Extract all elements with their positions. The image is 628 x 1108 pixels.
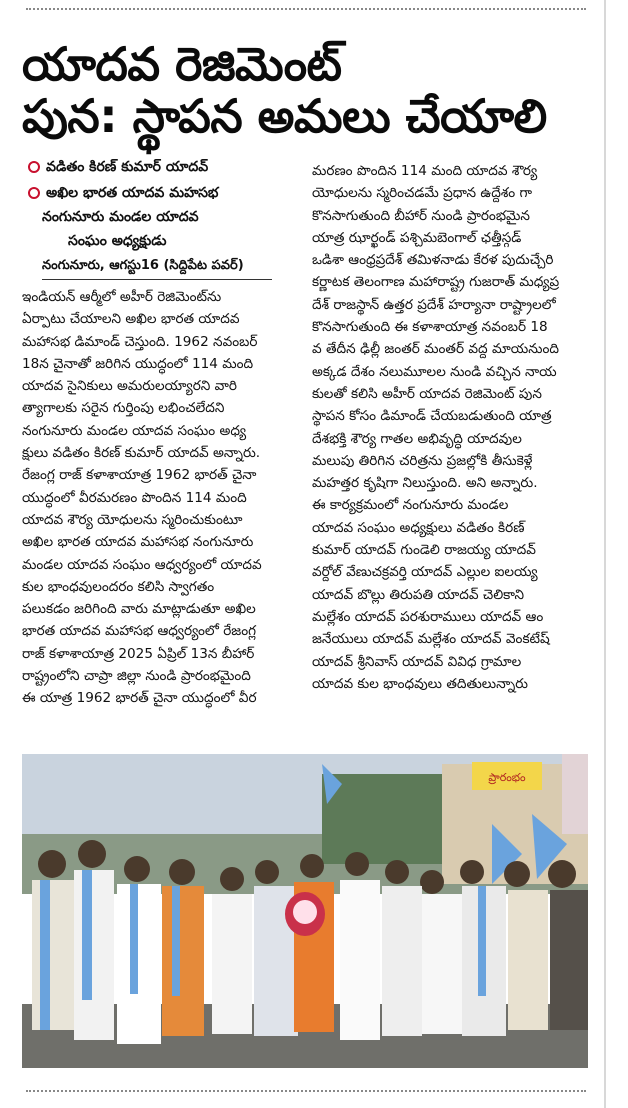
banner-text: ప్రారంభం: [488, 771, 526, 784]
article-line: ఈ యాత్ర 1962 భారత్ చైనా యుద్ధంలో వీర: [22, 690, 257, 707]
article-line: కొనసాగుతుంది బీహార్ నుండి ప్రారంభమైన: [312, 207, 530, 224]
subhead-bullet-1: [28, 156, 208, 178]
article-left-column: [22, 286, 294, 710]
article-line: యాత్ర ఝార్ఖండ్ పశ్చిమబెంగాల్ ఛత్తీస్గడ్: [312, 229, 522, 246]
article-line: అక్కడ దేశం నలుమూలల నుండి వచ్చిన నాయ: [312, 363, 557, 380]
article-line: ఏర్పాటు చేయాలని అఖిల భారత యాదవ: [22, 311, 240, 328]
article-line: దేశ్ రాజస్థాన్ ఉత్తర ప్రదేశ్ హర్యానా రాష్ట్రాలలో: [312, 296, 556, 313]
headline-line-1: యాదవ రెజిమెంట్: [22, 37, 342, 91]
subhead-continuation-2: సంఘం అధ్యక్షుడు: [68, 233, 167, 249]
event-photo: [22, 754, 588, 1068]
article-line: కులతో కలిసి అహీర్ యాదవ రెజిమెంట్ పున: [312, 385, 542, 402]
article-line: 18న చైనాతో జరిగిన యుద్ధంలో 114 మంది: [22, 355, 254, 372]
article-line: కుమార్ యాదవ్ గుండెలి రాజయ్య యాదవ్: [312, 542, 536, 559]
article-line: భారత యాదవ మహాసభ ఆధ్వర్యంలో రేజంగ్ల: [22, 623, 257, 640]
article-line: మహాసభ డిమాండ్ చెస్తుంది. 1962 నవంబర్: [22, 333, 258, 350]
article-line: మండల యాదవ సంఘం ఆధ్వర్యంలో యాదవ: [22, 556, 262, 573]
article-line: యాదవ శౌర్య యోధులను స్మరించుకుంటూ: [22, 511, 243, 528]
article-line: పలుకడం జరిగింది వారు మాట్లాడుతూ అఖిల: [22, 601, 256, 618]
article-line: అఖిల భారత యాదవ మహాసభ నంగునూరు: [22, 534, 254, 551]
article-line: మల్లేశం యాదవ్ పరశురాములు యాదవ్ ఆం: [312, 608, 544, 625]
article-line: కొనసాగుతుంది ఈ కళాశాయాత్ర నవంబర్ 18: [312, 319, 548, 336]
headline-line-2: పున: స్థాపన అమలు చేయాలి: [22, 89, 547, 143]
article-line: ఇండియన్ ఆర్మీలో అహీర్ రెజిమెంట్‌ను: [22, 289, 222, 305]
article-line: వర్దోల్ వేణుచక్రవర్తి యాదవ్ ఎల్లుల ఐలయ్య: [312, 564, 538, 581]
article-line: రాష్ట్రంలోని చాప్రా జిల్లా నుండి ప్రారంభమైంది: [22, 668, 251, 685]
article-line: కుల భాంధవులందరం కలిసి స్వాగతం: [22, 578, 215, 595]
article-line: యాదవ్ శ్రీనివాస్ యాదవ్ వివిధ గ్రామాల: [312, 653, 522, 670]
article-line: మహత్తర కృషిగా నిలుస్తుంది. అని అన్నారు.: [312, 475, 538, 492]
subhead-continuation-1: నంగునూరు మండల యాదవ: [42, 209, 199, 225]
article-line: నంగునూరు మండల యాదవ సంఘం అధ్య: [22, 422, 247, 439]
article-line: యాదవ్ బొల్లు తిరుపతి యాదవ్ చెలికాని: [312, 586, 525, 603]
article-line: మరణం పొందిన 114 మంది యాదవ శౌర్య: [312, 163, 538, 179]
article-right-column: [312, 160, 588, 695]
subhead-text: అఖిల భారత యాదవ మహసభ: [46, 185, 219, 201]
article-line: ఒడిశా ఆంధ్రప్రదేశ్ తమిళనాడు కేరళ పుదుచ్చేరి: [312, 252, 554, 269]
event-photo-illustration: [22, 754, 588, 1068]
article-line: ఈ కార్యక్రమంలో నంగునూరు మండల: [312, 497, 509, 514]
article-line: యాదవ కుల భాంధవులు తదితులున్నారు: [312, 675, 528, 692]
bullet-icon: [28, 187, 40, 199]
article-line: వ తేదీన ఢిల్లీ జంతర్ మంతర్ వద్ద మాయనుంది: [312, 341, 559, 358]
subhead-text: వడితం కిరణ్ కుమార్ యాదవ్: [46, 159, 209, 175]
article-line: యాదవ సంఘం అధ్యక్షులు వడితం కిరణ్: [312, 519, 525, 536]
article-line: రాజ్ కళాశాయాత్ర 2025 ఏప్రిల్ 13న బీహార్: [22, 645, 255, 662]
dateline: నంగునూరు, ఆగస్టు16 (సిద్దిపేట పవర్): [42, 258, 244, 273]
article-line: యోధులను స్మరించడమే ప్రధాన ఉద్దేశం గా: [312, 185, 533, 202]
subhead-bullet-2: [28, 182, 218, 204]
article-line: మలుపు తిరిగిన చరిత్రను ప్రజల్లోకి తీసుకెళ్లే: [312, 452, 533, 469]
top-dotted-rule: [26, 8, 586, 10]
article-line: రేజంగ్ల రాజ్ కళాశాయాత్ర 1962 భారత్ చైనా: [22, 467, 257, 484]
article-line: యాదవ సైనికులు అమరులయ్యారని వారి: [22, 378, 237, 395]
article-line: క్షులు వడితం కిరణ్ కుమార్ యాదవ్ అన్నారు.: [22, 445, 261, 462]
article-line: కర్ణాటక తెలంగాణ మహారాష్ట్ర గుజరాత్ మధ్యప్ర: [312, 274, 560, 291]
article-line: త్యాగాలకు సరైన గుర్తింపు లభించలేదని: [22, 400, 225, 417]
bottom-dotted-rule: [26, 1090, 586, 1092]
article-line: స్థాపన కోసం డిమాండ్ చేయబడుతుంది యాత్ర: [312, 408, 552, 425]
article-line: జనేయులు యాదవ్ మల్లేశం యాదవ్ వెంకటేష్: [312, 631, 550, 648]
bullet-icon: [28, 161, 40, 173]
dateline-rule: [42, 279, 272, 280]
article-line: యుద్ధంలో వీరమరణం పొందిన 114 మంది: [22, 489, 247, 506]
column-divider-line: [604, 0, 606, 1108]
article-line: దేశభక్తి శౌర్య గాతల అభివృద్ధి యాదవుల: [312, 430, 522, 447]
